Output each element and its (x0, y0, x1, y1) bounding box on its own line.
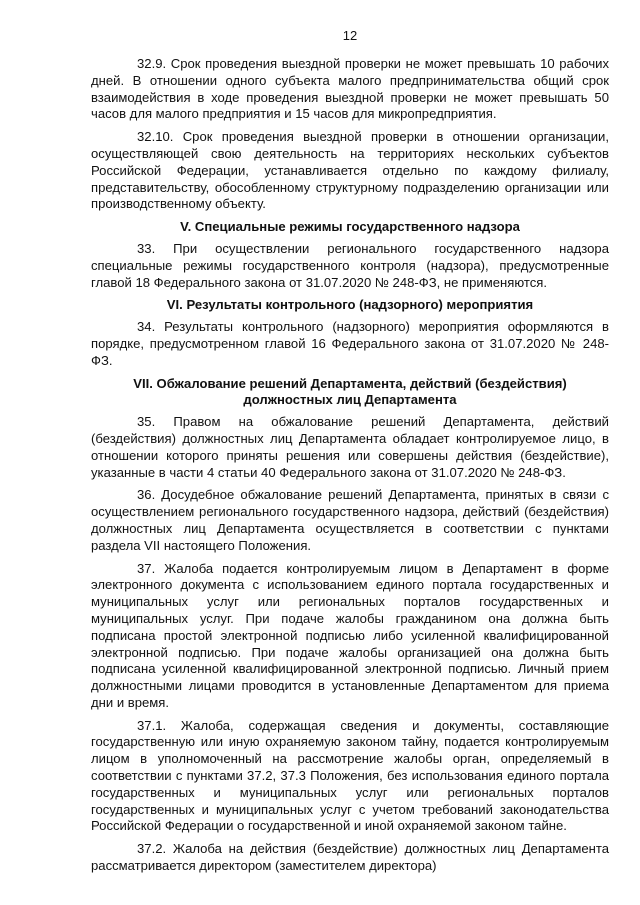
paragraph-36: 36. Досудебное обжалование решений Департамента, принятых в связи с осуществлением регионального государственного надзора, действий (бездействия) должностных лиц Департамента осуществляется в соответствии с пунктами раздела VII настоящего Положения. (91, 487, 609, 553)
paragraph-37-2: 37.2. Жалоба на действия (бездействие) должностных лиц Департамента рассматривается директором (заместителем директора) (91, 841, 609, 874)
paragraph-32-9: 32.9. Срок проведения выездной проверки не может превышать 10 рабочих дней. В отношении одного субъекта малого предпринимательства общий срок взаимодействия в ходе проведения выездной проверки не может превышать 50 часов для малого предприятия и 15 часов для микропредприятия. (91, 56, 609, 122)
paragraph-37-1: 37.1. Жалоба, содержащая сведения и документы, составляющие государственную или иную охраняемую законом тайну, подается контролируемым лицом в уполномоченный на рассмотрение жалобы орган, определяемый в соответствии с пунктами 37.2, 37.3 Положения, без использования единого портала государственных и муниципальных услуг или региональных порталов государственных и муниципальных услуг с учетом требований законодательства Российской Федерации о государственной и иной охраняемой законом тайне. (91, 717, 609, 834)
section-heading-vi: VI. Результаты контрольного (надзорного) мероприятия (166, 297, 534, 313)
page-number: 12 (342, 28, 358, 43)
paragraph-33: 33. При осуществлении регионального государственного надзора специальные режимы государственного контроля (надзора), предусмотренные главой 18 Федерального закона от 31.07.2020 № 248-ФЗ, не применяются. (91, 240, 609, 290)
section-heading-v: V. Специальные режимы государственного надзора (180, 219, 520, 235)
paragraph-35: 35. Правом на обжалование решений Департамента, действий (бездействия) должностных лиц Департамента обладает контролируемое лицо, в отношении которого приняты решения или совершены действия (бездействие), указанные в части 4 статьи 40 Федерального закона от 31.07.2020 № 248-ФЗ. (91, 414, 609, 480)
section-heading-vii: VII. Обжалование решений Департамента, действий (бездействия) должностных лиц Департамента (133, 375, 567, 408)
paragraph-34: 34. Результаты контрольного (надзорного) мероприятия оформляются в порядке, предусмотренном главой 16 Федерального закона от 31.07.2020 № 248-ФЗ. (91, 319, 609, 368)
paragraph-32-10: 32.10. Срок проведения выездной проверки в отношении организации, осуществляющей свою деятельность на территориях нескольких субъектов Российской Федерации, устанавливается отдельно по каждому филиалу, представительству, обособленному структурному подразделению организации или производственному объекту. (91, 129, 609, 212)
paragraph-37: 37. Жалоба подается контролируемым лицом в Департамент в форме электронного документа с использованием единого портала государственных и муниципальных услуг или региональных порталов государственных и муниципальных услуг. При подаче жалобы гражданином она должна быть подписана простой электронной подписью либо усиленной квалифицированной электронной подписью. При подаче жалобы организацией она должна быть подписана усиленной квалифицированной электронной подписью. Личный прием должностными лицами проводится в установленные Департаментом для приема дни и время. (91, 560, 609, 710)
